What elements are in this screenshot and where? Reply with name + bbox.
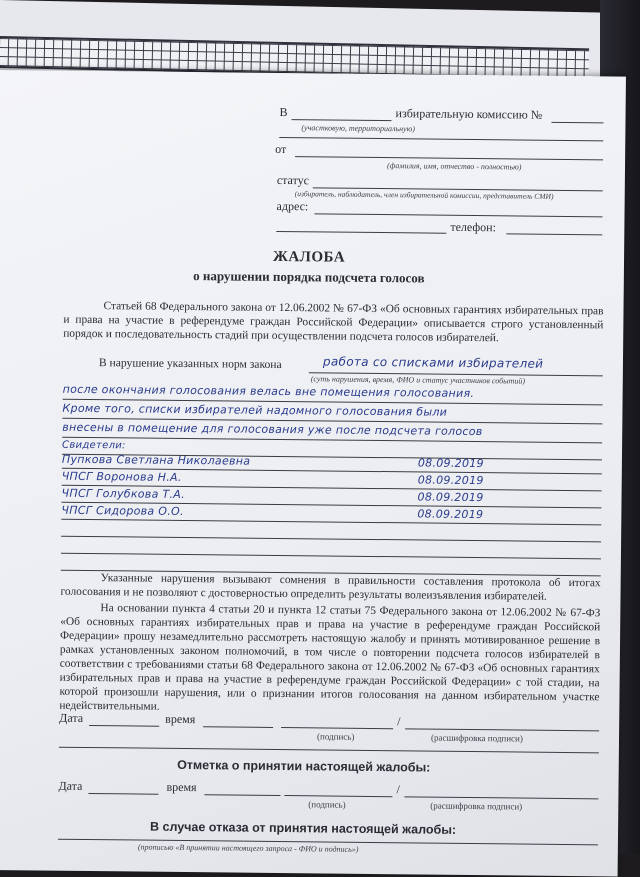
status-note: (избиратель, наблюдатель, член избирательной комиссии, представитель СМИ) xyxy=(294,189,554,201)
status-label: статус xyxy=(276,172,310,188)
witness-list xyxy=(61,452,602,577)
violation-handwritten-2: после окончания голосования велась вне помещения голосования. xyxy=(63,381,603,406)
commission-line xyxy=(291,119,391,121)
signature-decode-note: (расшифровка подписи) xyxy=(430,732,523,744)
violation-prefix: В нарушение указанных норм закона xyxy=(98,356,282,372)
commission-label: избирательную комиссию № xyxy=(395,106,543,122)
witness-name: ЧПСГ Голубкова Т.А. xyxy=(61,486,185,502)
witness-name: ЧПСГ Сидорова О.О. xyxy=(61,503,184,518)
acceptance-date-label: Дата xyxy=(58,778,83,793)
signature-time-label: время xyxy=(165,711,196,727)
signature-date-line xyxy=(89,725,159,727)
acceptance-decode-note: (расшифровка подписи) xyxy=(430,800,523,812)
witness-name: Пупкова Светлана Николаевна xyxy=(61,452,251,468)
violation-note: (суть нарушения, время, ФИО и статус участников событий) xyxy=(310,374,526,386)
acceptance-time-line xyxy=(204,794,280,796)
from-note: (фамилия, имя, отчество - полностью) xyxy=(386,161,522,172)
signature-date-label: Дата xyxy=(59,710,84,725)
violation-handwritten-1: работа со списками избирателей xyxy=(322,354,544,371)
address-line xyxy=(315,213,603,217)
signature-separator xyxy=(59,747,599,754)
refusal-note: (прописью «В принятии настоящего запроса - ФИО и подпись») xyxy=(137,842,359,854)
witness-date: 08.09.2019 xyxy=(417,507,484,522)
commission-note: (участковую, территориальную) xyxy=(301,123,415,134)
commission-prefix: В xyxy=(279,104,288,120)
signature-slash: / xyxy=(397,714,401,729)
commission-line-2 xyxy=(279,137,603,141)
refusal-title: В случае отказа от принятия настоящей жалобы: xyxy=(149,819,457,837)
closing-paragraph-1: Указанные нарушения вызывают сомнения в правильности составления протокола об итогах голосования и не позволяют с достоверностью определить результаты волеизъявления избирателей. xyxy=(60,572,601,603)
phone-line xyxy=(506,233,602,235)
commission-number-line xyxy=(551,122,603,124)
acceptance-decode-line xyxy=(404,796,598,799)
signature-sign-note: (подпись) xyxy=(316,731,355,742)
acceptance-slash: / xyxy=(396,782,400,797)
witness-date: 08.09.2019 xyxy=(417,456,484,471)
signature-time-line xyxy=(203,726,273,728)
signature-decode-line xyxy=(405,728,599,731)
from-label: от xyxy=(275,141,287,157)
witnesses-header: Свидетели: xyxy=(62,438,602,461)
witness-name: ЧПСГ Воронова Н.А. xyxy=(61,469,182,484)
violation-handwritten-4: внесены в помещение для голосования уже после подсчета голосов xyxy=(62,419,602,444)
signature-line xyxy=(281,727,393,729)
violation-handwritten-3: Кроме того, списки избирателей надомного голосования были xyxy=(62,400,602,425)
acceptance-sign-note: (подпись) xyxy=(308,799,346,810)
phone-label: телефон: xyxy=(450,219,497,235)
document-subtitle: о нарушении порядка подсчета голосов xyxy=(193,268,425,286)
closing-paragraph-2: На основании пункта 4 статьи 20 и пункта 12 статьи 75 Федерального закона от 12.06.2002 № 67-ФЗ «Об основных гарантиях избирательных прав и права на участие в референдуме граждан Российской Федерации» прошу незамедлительно рассмотреть настоящую жалобу и принять мотивированное решение в рамках установленных законом полномочий, в том числе о повторении подсчета голосов избирателей в соответствии с требованиями статьи 68 Федерального закона от 12.06.2002 № 67-ФЗ «Об основных гарантиях избирательных прав и права на участие в референдуме граждан Российской Федерации» с той стадии, на которой произошли нарушения, или о признании итогов голосования на данном избирательном участке недействительными. xyxy=(59,602,601,713)
witness-date: 08.09.2019 xyxy=(417,490,484,505)
from-line xyxy=(295,156,603,160)
document-title: ЖАЛОБА xyxy=(272,248,346,266)
address-label: адрес: xyxy=(276,198,309,214)
acceptance-sign-line xyxy=(284,795,392,797)
witness-date: 08.09.2019 xyxy=(417,473,484,488)
acceptance-title: Отметка о принятии настоящей жалобы: xyxy=(177,757,431,775)
acceptance-date-line xyxy=(88,793,158,795)
acceptance-time-label: время xyxy=(166,779,197,795)
intro-paragraph: Статьей 68 Федерального закона от 12.06.2002 № 67-ФЗ «Об основных гарантиях избирательных прав и права на участие в референдуме граждан Российской Федерации» описывается строго установленный порядок и последовательность стадий при осуществлении подсчета голосов избирателей. xyxy=(63,300,604,345)
complaint-sheet xyxy=(0,70,626,877)
address-line-2 xyxy=(276,231,446,234)
